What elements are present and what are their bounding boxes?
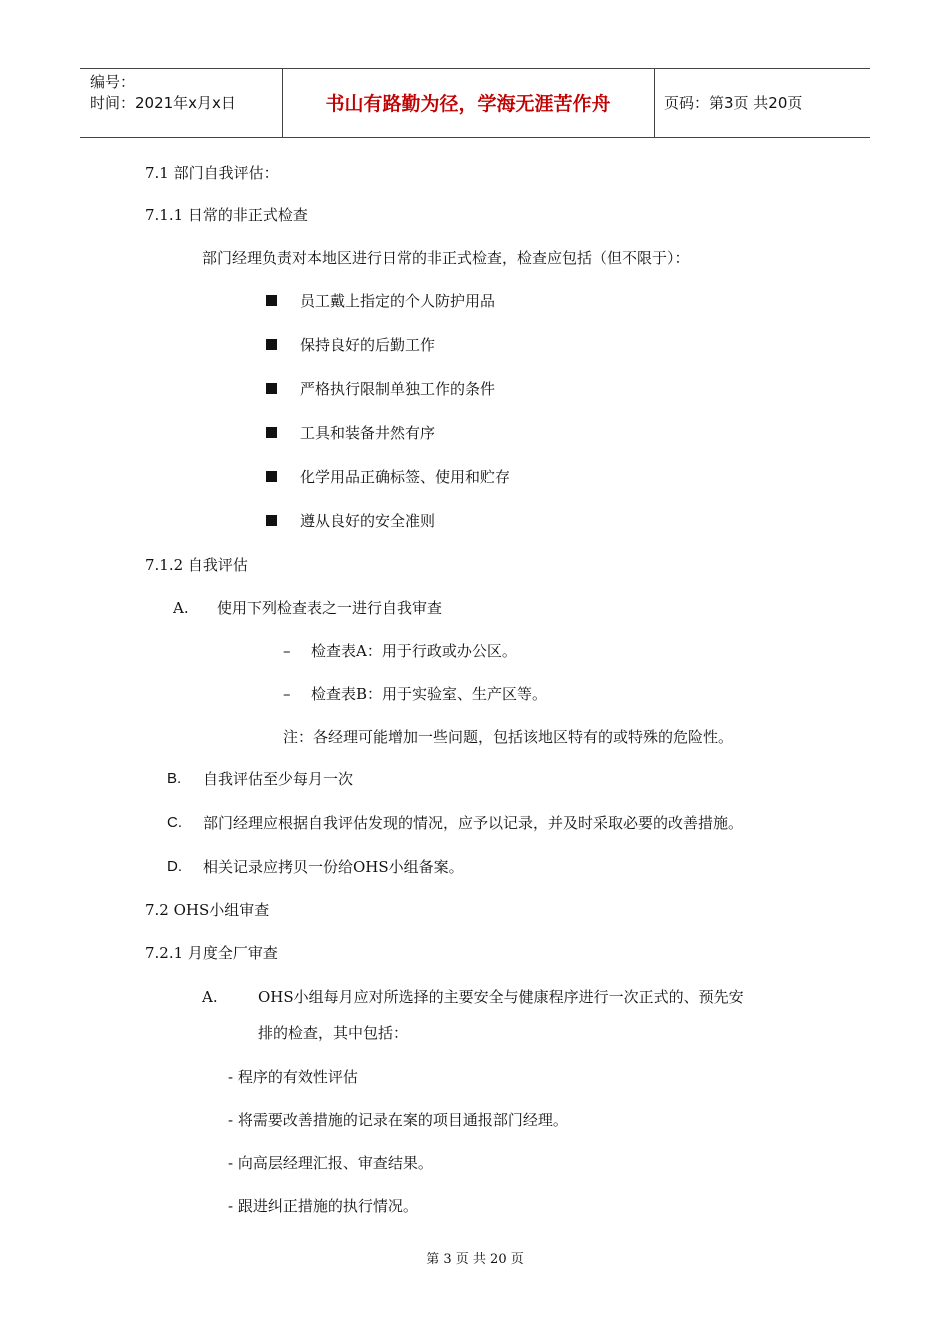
checklist-a-text: 检查表A：用于行政或办公区。	[311, 642, 517, 660]
section-7-1-2-heading: 7.1.2 自我评估	[145, 556, 248, 574]
dash-marker: –	[283, 642, 291, 660]
bullet-item: 员工戴上指定的个人防护用品	[300, 292, 496, 310]
bullet-square-icon	[266, 383, 277, 394]
bullet-square-icon	[266, 339, 277, 350]
list-text-d: 相关记录应拷贝一份给OHS小组备案。	[203, 858, 464, 876]
list-text-c: 部门经理应根据自我评估发现的情况，应予以记录，并及时采取必要的改善措施。	[203, 814, 744, 832]
list-item: - 程序的有效性评估	[228, 1068, 358, 1086]
list-text-a2-line1: OHS小组每月应对所选择的主要安全与健康程序进行一次正式的、预先安	[258, 988, 744, 1006]
list-item: - 将需要改善措施的记录在案的项目通报部门经理。	[228, 1111, 568, 1129]
document-date: 时间：2021年x月x日	[90, 94, 236, 112]
bullet-item: 工具和装备井然有序	[300, 424, 436, 442]
bullet-square-icon	[266, 471, 277, 482]
header-meta	[90, 72, 236, 114]
bullet-square-icon	[266, 515, 277, 526]
page-header	[80, 68, 870, 138]
list-item: - 跟进纠正措施的执行情况。	[228, 1197, 418, 1215]
header-divider	[654, 69, 655, 137]
list-text-a: 使用下列检查表之一进行自我审查	[217, 599, 443, 617]
section-7-1-1-intro: 部门经理负责对本地区进行日常的非正式检查，检查应包括（但不限于）：	[202, 249, 690, 267]
list-label-a2: A.	[202, 988, 218, 1006]
list-item: - 向高层经理汇报、审查结果。	[228, 1154, 433, 1172]
list-text-b: 自我评估至少每月一次	[203, 770, 354, 788]
bullet-item: 严格执行限制单独工作的条件	[300, 380, 496, 398]
list-text-a2-line2: 排的检查，其中包括：	[258, 1024, 409, 1042]
bullet-item: 保持良好的后勤工作	[300, 336, 436, 354]
header-page-number: 页码：第3页 共20页	[664, 94, 803, 112]
header-motto: 书山有路勤为径，学海无涯苦作舟	[325, 93, 611, 115]
page-footer: 第 3 页 共 20 页	[426, 1252, 524, 1267]
checklist-b-text: 检查表B：用于实验室、生产区等。	[311, 685, 548, 703]
bullet-item: 化学用品正确标签、使用和贮存	[300, 468, 511, 486]
section-7-1-heading: 7.1 部门自我评估：	[145, 164, 279, 182]
section-7-2-heading: 7.2 OHS小组审查	[145, 901, 270, 919]
list-label-b: B.	[167, 770, 182, 787]
bullet-square-icon	[266, 427, 277, 438]
note-text: 注：各经理可能增加一些问题，包括该地区特有的或特殊的危险性。	[283, 728, 734, 746]
section-7-1-1-heading: 7.1.1 日常的非正式检查	[145, 206, 308, 224]
dash-marker: –	[283, 685, 291, 703]
bullet-square-icon	[266, 295, 277, 306]
list-label-d: D.	[167, 858, 182, 875]
list-label-c: C.	[167, 814, 182, 831]
list-label-a: A.	[173, 599, 189, 617]
section-7-2-1-heading: 7.2.1 月度全厂审查	[145, 944, 278, 962]
document-number: 编号：	[90, 73, 136, 91]
bullet-item: 遵从良好的安全准则	[300, 512, 436, 530]
